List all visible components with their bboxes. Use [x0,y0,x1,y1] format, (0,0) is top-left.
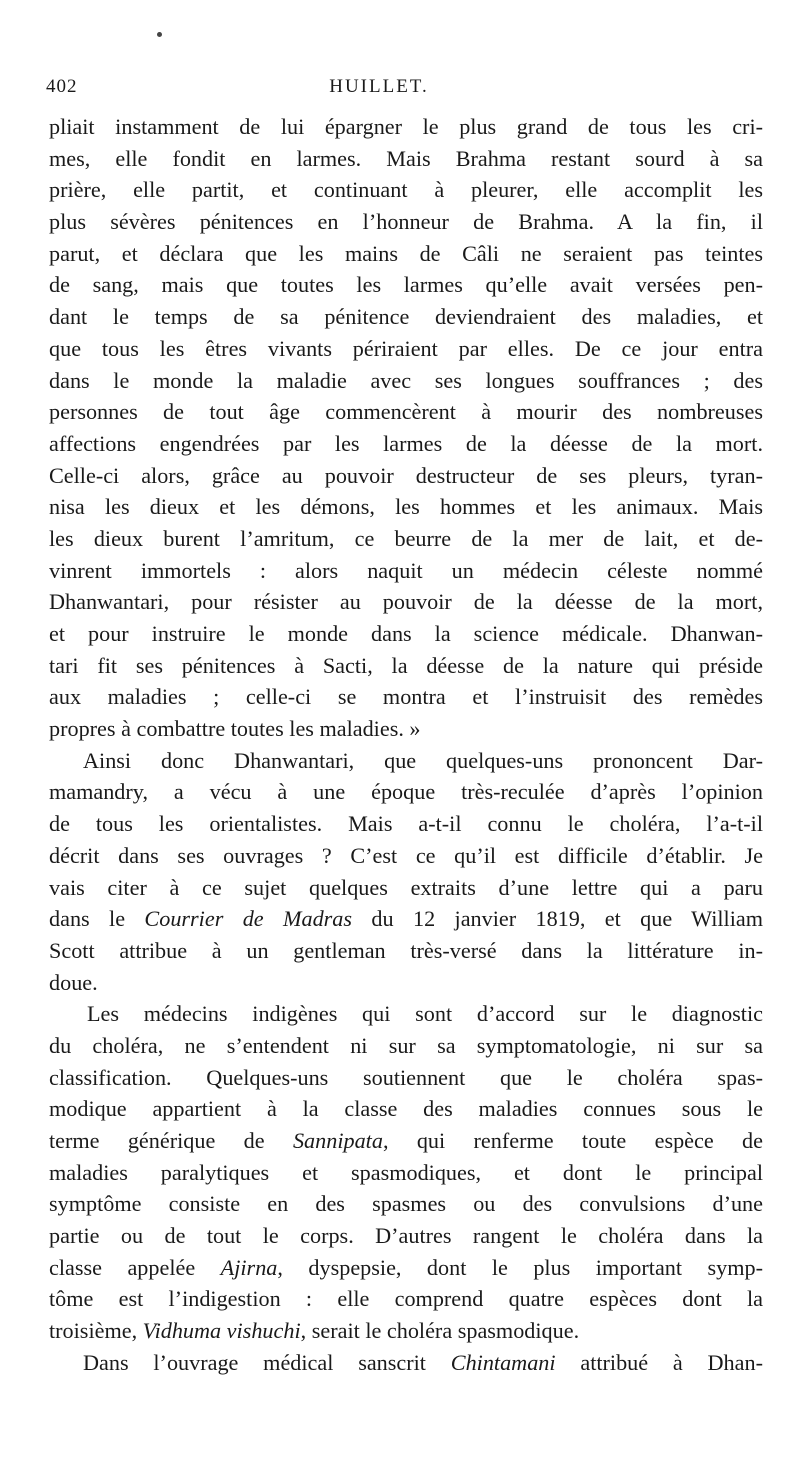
text-line: dans le monde la maladie avec ses longues souffrances ; des [49,367,763,393]
text-line: symptôme consiste en des spasmes ou des convulsions d’une [49,1191,763,1217]
text-line: nisa les dieux et les démons, les hommes et les animaux. Mais [49,494,763,520]
text-run: Dans l’ouvrage médical sanscrit [83,1349,451,1375]
ink-dot [157,32,162,37]
running-head: HUILLET. [329,76,429,97]
sanskrit-term: Ajirna [220,1254,278,1280]
text-run: attribué à Dhan- [555,1349,763,1375]
text-line: Celle-ci alors, grâce au pouvoir destructeur de ses pleurs, tyran- [49,462,763,488]
text-line: doue. [49,969,98,995]
text-line: vinrent immortels : alors naquit un médecin céleste nommé [49,557,763,583]
text-line: plus sévères pénitences en l’honneur de Brahma. A la fin, il [49,209,763,235]
text-run: , dyspepsie, dont le plus important symp- [277,1254,763,1280]
text-line: mamandry, a vécu à une époque très-reculée d’après l’opinion [49,779,763,805]
text-line: pliait instamment de lui épargner le plus grand de tous les cri- [49,114,763,139]
text-line: partie ou de tout le corps. D’autres rangent le choléra dans la [49,1223,763,1249]
paragraph [49,745,763,999]
text-line: aux maladies ; celle-ci se montra et l’instruisit des remèdes [49,684,763,710]
text-line: tôme est l’indigestion : elle comprend quatre espèces dont la [49,1286,763,1312]
journal-title: Courrier de Madras [144,906,353,932]
text-line: prière, elle partit, et continuant à pleurer, elle accomplit les [49,177,763,203]
body-text [49,111,763,1379]
text-line: décrit dans ses ouvrages ? C’est ce qu’il est difficile d’établir. Je [49,842,763,868]
text-line: classification. Quelques-uns soutiennent que le choléra spas- [49,1064,763,1090]
text-line [49,903,763,935]
text-line: Les médecins indigènes qui sont d’accord sur le diagnostic [87,1001,763,1027]
text-line [49,1252,763,1284]
text-line: vais citer à ce sujet quelques extraits d’une lettre qui a paru [49,874,763,900]
text-run: du 12 janvier 1819, et que William [352,906,763,932]
text-line: de tous les orientalistes. Mais a-t-il connu le choléra, l’a-t-il [49,811,763,837]
paragraph [49,998,763,1347]
text-line [49,1315,763,1347]
text-line: personnes de tout âge commencèrent à mourir des nombreuses [49,399,763,425]
text-line: Ainsi donc Dhanwantari, que quelques-uns prononcent Dar- [83,747,763,773]
text-line: tari fit ses pénitences à Sacti, la déesse de la nature qui préside [49,652,763,678]
book-title: Chintamani [450,1349,556,1375]
text-run: troisième, [49,1318,143,1344]
text-run: , serait le choléra spasmodique. [300,1318,580,1344]
text-line: affections engendrées par les larmes de la déesse de la mort. [49,430,763,456]
text-line: du choléra, ne s’entendent ni sur sa symptomatologie, ni sur sa [49,1032,763,1058]
paragraph [49,111,763,745]
sanskrit-term: Vidhuma vishuchi [142,1318,301,1344]
paragraph [49,1347,763,1379]
text-run: terme générique de [49,1128,293,1153]
text-line: propres à combattre toutes les maladies. » [49,716,421,742]
text-line: Scott attribue à un gentleman très-versé dans la littérature in- [49,937,763,963]
text-line: parut, et déclara que les mains de Câli ne seraient pas teintes [49,240,763,266]
text-line: les dieux burent l’amritum, ce beurre de la mer de lait, et de- [49,525,763,551]
text-line: modique appartient à la classe des maladies connues sous le [49,1096,763,1122]
text-line: dant le temps de sa pénitence deviendraient des maladies, et [49,304,763,330]
text-line: de sang, mais que toutes les larmes qu’elle avait versées pen- [49,272,763,298]
page-header [46,76,752,102]
sanskrit-term: Sannipata [292,1128,383,1153]
page-number: 402 [46,76,78,97]
text-run: , qui renferme toute espèce de [382,1128,763,1153]
text-line [49,1347,763,1379]
text-line: que tous les êtres vivants périraient par elles. De ce jour entra [49,335,763,361]
text-line: Dhanwantari, pour résister au pouvoir de la déesse de la mort, [49,589,763,615]
text-line [49,1125,763,1157]
text-run: classe appelée [49,1254,221,1280]
text-run: dans le [49,906,145,932]
text-line: maladies paralytiques et spasmodiques, et dont le principal [49,1159,763,1185]
text-line: et pour instruire le monde dans la science médicale. Dhanwan- [49,621,763,646]
text-line: mes, elle fondit en larmes. Mais Brahma restant sourd à sa [49,145,763,171]
